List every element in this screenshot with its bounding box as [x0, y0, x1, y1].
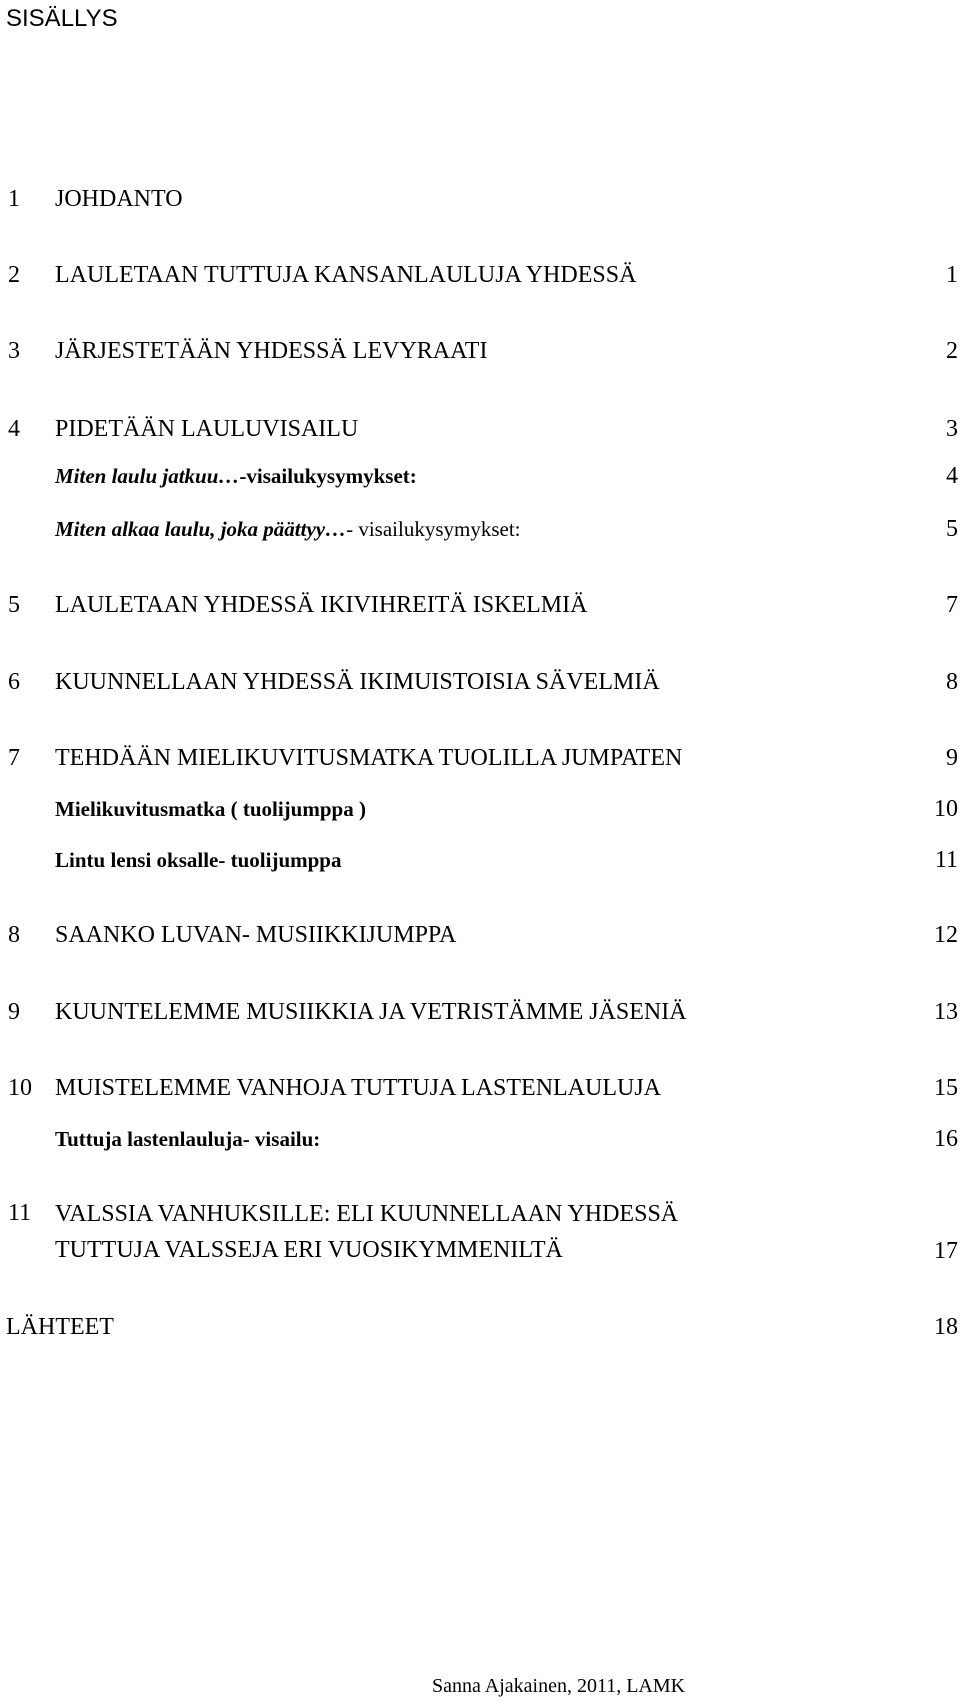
toc-subentry-page: 16	[934, 1126, 958, 1152]
toc-heading: SISÄLLYS	[6, 5, 118, 32]
toc-entry-number: 2	[8, 262, 20, 288]
toc-entry-title: MUISTELEMME VANHOJA TUTTUJA LASTENLAULUJA	[55, 1075, 662, 1101]
toc-entry-number: 9	[8, 999, 20, 1025]
toc-entry-number: 6	[8, 669, 20, 695]
toc-entry-title: SAANKO LUVAN- MUSIIKKIJUMPPA	[55, 922, 457, 948]
toc-entry-page: 17	[934, 1238, 958, 1264]
toc-entry-page: 7	[946, 592, 958, 618]
toc-entry-title: LÄHTEET	[6, 1314, 114, 1340]
toc-entry-number: 11	[8, 1200, 32, 1226]
page-footer: Sanna Ajakainen, 2011, LAMK	[432, 1675, 686, 1697]
toc-entry-page: 12	[934, 922, 958, 948]
toc-subentry-italic: Miten laulu jatkuu…	[55, 464, 240, 488]
toc-entry-number: 8	[8, 922, 20, 948]
toc-entry-number: 5	[8, 592, 20, 618]
toc-entry[interactable]	[0, 412, 960, 446]
toc-entry[interactable]	[0, 995, 960, 1029]
toc-entry-page: 8	[946, 669, 958, 695]
toc-subentry-title: Mielikuvitusmatka ( tuolijumppa )	[55, 797, 366, 821]
toc-entry-title-line1: VALSSIA VANHUKSILLE: ELI KUUNNELLAAN YHDESSÄ	[55, 1201, 679, 1227]
toc-subentry-title: Tuttuja lastenlauluja- visailu:	[55, 1127, 321, 1151]
toc-entry-title: KUUNNELLAAN YHDESSÄ IKIMUISTOISIA SÄVELMIÄ	[55, 669, 660, 695]
toc-entry-page: 9	[946, 745, 958, 771]
toc-entry-title-line2: TUTTUJA VALSSEJA ERI VUOSIKYMMENILTÄ	[55, 1237, 563, 1263]
toc-entry-number: 7	[8, 745, 20, 771]
toc-entry[interactable]	[0, 182, 960, 216]
toc-entry-references[interactable]	[0, 1310, 960, 1344]
toc-entry-number: 4	[8, 416, 20, 442]
toc-entry-title: LAULETAAN YHDESSÄ IKIVIHREITÄ ISKELMIÄ	[55, 592, 588, 618]
toc-entry-title: JÄRJESTETÄÄN YHDESSÄ LEVYRAATI	[55, 338, 488, 364]
toc-entry-title: JOHDANTO	[55, 186, 183, 212]
toc-subentry-title: Lintu lensi oksalle- tuolijumppa	[55, 848, 342, 872]
toc-entry-page: 18	[934, 1314, 958, 1340]
toc-subentry[interactable]	[0, 792, 960, 826]
toc-entry[interactable]	[0, 588, 960, 622]
toc-entry-page: 3	[946, 416, 958, 442]
toc-subentry-italic: Miten alkaa laulu, joka päättyy…	[55, 517, 347, 541]
toc-entry[interactable]	[0, 334, 960, 368]
toc-entry-page: 15	[934, 1075, 958, 1101]
toc-entry-number: 1	[8, 186, 20, 212]
toc-entry-title: TEHDÄÄN MIELIKUVITUSMATKA TUOLILLA JUMPATEN	[55, 745, 683, 771]
toc-entry-title: KUUNTELEMME MUSIIKKIA JA VETRISTÄMME JÄSENIÄ	[55, 999, 687, 1025]
toc-entry[interactable]	[0, 665, 960, 699]
toc-subentry-title	[55, 512, 521, 546]
toc-entry-number: 10	[8, 1075, 32, 1101]
toc-entry[interactable]	[0, 1071, 960, 1105]
toc-subentry[interactable]	[0, 459, 960, 493]
toc-entry-title: LAULETAAN TUTTUJA KANSANLAULUJA YHDESSÄ	[55, 262, 637, 288]
toc-entry[interactable]	[0, 1196, 960, 1268]
toc-entry-page: 2	[946, 338, 958, 364]
toc-subentry-page: 11	[934, 847, 958, 873]
toc-entry[interactable]	[0, 258, 960, 292]
toc-entry-number: 3	[8, 338, 20, 364]
toc-subentry-suffix: - visailukysymykset:	[346, 517, 521, 541]
toc-entry-title	[55, 1196, 678, 1268]
toc-subentry[interactable]	[0, 512, 960, 546]
toc-subentry-suffix: -visailukysymykset:	[239, 464, 417, 488]
toc-subentry-title	[55, 459, 417, 493]
toc-entry[interactable]	[0, 741, 960, 775]
toc-subentry-page: 10	[934, 796, 958, 822]
toc-entry-page: 13	[934, 999, 958, 1025]
toc-subentry[interactable]	[0, 1122, 960, 1156]
toc-subentry[interactable]	[0, 843, 960, 877]
toc-entry-title: PIDETÄÄN LAULUVISAILU	[55, 416, 359, 442]
toc-entry[interactable]	[0, 918, 960, 952]
toc-subentry-page: 5	[946, 516, 958, 542]
toc-entry-page: 1	[946, 262, 958, 288]
toc-subentry-page: 4	[946, 463, 958, 489]
